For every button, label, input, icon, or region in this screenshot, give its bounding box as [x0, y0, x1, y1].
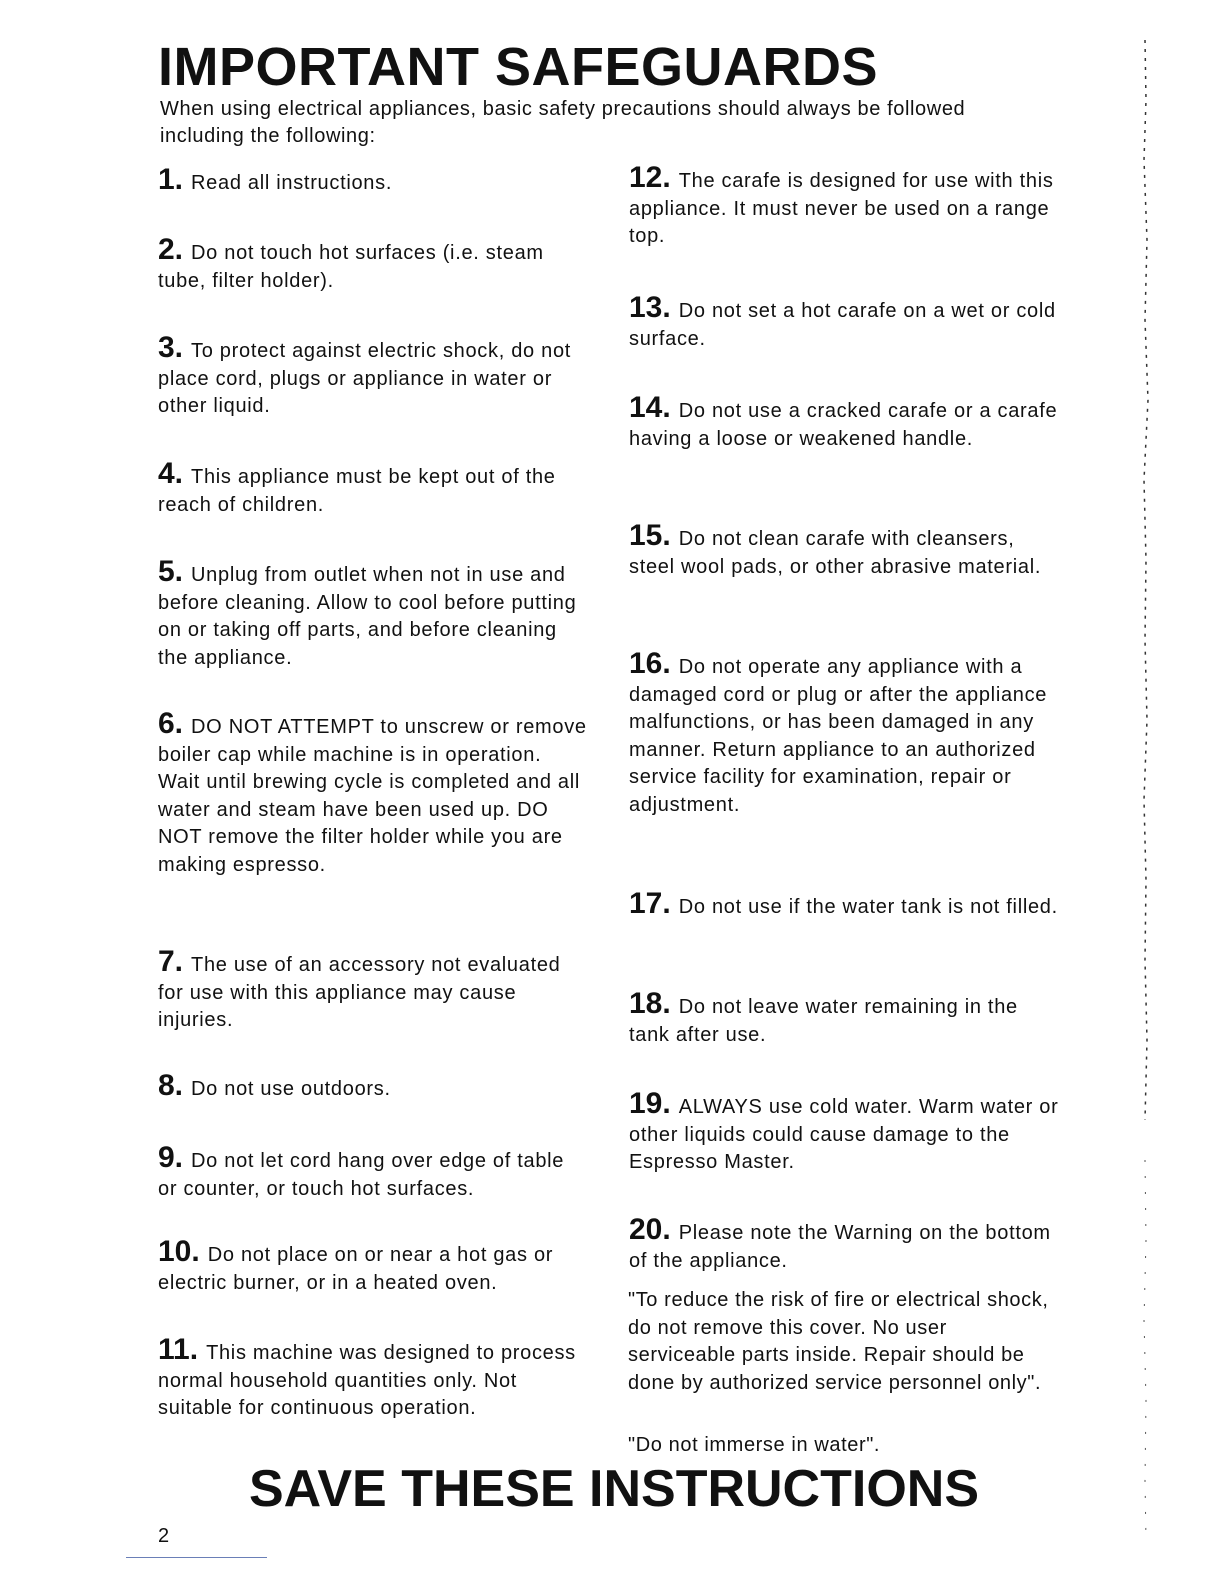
- safeguard-item: [629, 1087, 1059, 1177]
- item-text: Do not operate any appliance with a damaged cord or plug or after the appliance malfunctions, or has been damaged in any manner. Return appliance to an authorized service facility for examination, repair or adjustment.: [629, 656, 1048, 816]
- item-number: 4.: [158, 457, 184, 490]
- item-text: DO NOT ATTEMPT to unscrew or remove boiler cap while machine is in operation. Wait until brewing cycle is completed and all water and steam have been used up. DO NOT remove the filter holder while you are making espresso.: [158, 716, 587, 876]
- footer-title: SAVE THESE INSTRUCTIONS: [249, 1460, 980, 1518]
- item-text: Do not use outdoors.: [191, 1078, 391, 1100]
- safeguard-item: [629, 519, 1059, 581]
- safeguard-item: [158, 1069, 588, 1104]
- item-text: Do not set a hot carafe on a wet or cold surface.: [629, 300, 1056, 350]
- safeguard-item: [158, 163, 588, 198]
- item-number: 15.: [629, 519, 671, 552]
- item-text: Unplug from outlet when not in use and before cleaning. Allow to cool before putting on or taking off parts, and before cleaning the appliance.: [158, 564, 577, 669]
- item-number: 14.: [629, 391, 671, 424]
- item-text: The carafe is designed for use with this appliance. It must never be used on a range top.: [629, 170, 1054, 247]
- item-number: 19.: [629, 1087, 671, 1120]
- safeguard-item: [158, 331, 588, 421]
- page-number: 2: [158, 1525, 170, 1547]
- safeguard-item: [629, 291, 1059, 353]
- intro-text: When using electrical appliances, basic safety precautions should always be followed including the following:: [160, 98, 966, 147]
- warning-note-immerse: "Do not immerse in water".: [628, 1434, 881, 1456]
- item-number: 1.: [158, 163, 184, 196]
- item-number: 20.: [629, 1213, 671, 1246]
- safeguard-item: [158, 1141, 588, 1203]
- safeguard-item: [629, 887, 1059, 922]
- item-text: Do not use a cracked carafe or a carafe having a loose or weakened handle.: [629, 400, 1058, 450]
- item-number: 9.: [158, 1141, 184, 1174]
- item-text: ALWAYS use cold water. Warm water or other liquids could cause damage to the Espresso Master.: [629, 1096, 1059, 1173]
- safeguard-item: [629, 647, 1059, 819]
- item-number: 11.: [158, 1333, 199, 1366]
- safeguard-item: [158, 1235, 588, 1297]
- safeguard-item: [629, 391, 1059, 453]
- page-title: IMPORTANT SAFEGUARDS: [158, 37, 878, 97]
- safeguard-item: [158, 945, 588, 1035]
- safeguard-item: [158, 233, 588, 295]
- item-number: 10.: [158, 1235, 200, 1268]
- item-number: 3.: [158, 331, 184, 364]
- item-number: 2.: [158, 233, 184, 266]
- safeguard-item: [158, 457, 588, 519]
- item-text: Do not clean carafe with cleansers, steel wool pads, or other abrasive material.: [629, 528, 1042, 578]
- safeguard-item: [158, 555, 588, 672]
- item-number: 5.: [158, 555, 184, 588]
- item-number: 17.: [629, 887, 671, 920]
- item-text: To protect against electric shock, do not place cord, plugs or appliance in water or other liquid.: [158, 340, 572, 417]
- safeguard-item: [629, 161, 1059, 251]
- item-number: 18.: [629, 987, 671, 1020]
- item-number: 13.: [629, 291, 671, 324]
- item-text: This machine was designed to process normal household quantities only. Not suitable for continuous operation.: [158, 1342, 576, 1419]
- safeguard-item: [158, 1333, 588, 1423]
- item-text: Please note the Warning on the bottom of the appliance.: [629, 1222, 1051, 1272]
- item-number: 6.: [158, 707, 184, 740]
- item-number: 8.: [158, 1069, 184, 1102]
- item-number: 7.: [158, 945, 184, 978]
- item-text: This appliance must be kept out of the reach of children.: [158, 466, 556, 516]
- safeguard-item: [629, 987, 1059, 1049]
- footer-rule: [126, 1557, 267, 1558]
- item-text: Do not touch hot surfaces (i.e. steam tube, filter holder).: [158, 242, 544, 292]
- item-text: Do not let cord hang over edge of table or counter, or touch hot surfaces.: [158, 1150, 565, 1200]
- item-number: 12.: [629, 161, 671, 194]
- item-text: The use of an accessory not evaluated for use with this appliance may cause injuries.: [158, 954, 561, 1031]
- scan-edge-marks: [1136, 40, 1154, 1540]
- item-text: Do not place on or near a hot gas or electric burner, or in a heated oven.: [158, 1244, 554, 1294]
- item-text: Do not use if the water tank is not filled.: [678, 896, 1058, 918]
- safeguard-item: [629, 1213, 1059, 1275]
- item-text: Do not leave water remaining in the tank after use.: [629, 996, 1018, 1046]
- safeguard-item: [158, 707, 588, 879]
- item-text: Read all instructions.: [191, 172, 393, 194]
- item-number: 16.: [629, 647, 671, 680]
- warning-note-cover: "To reduce the risk of fire or electrical shock, do not remove this cover. No user serviceable parts inside. Repair should be done by authorized service personnel only".: [628, 1289, 1049, 1394]
